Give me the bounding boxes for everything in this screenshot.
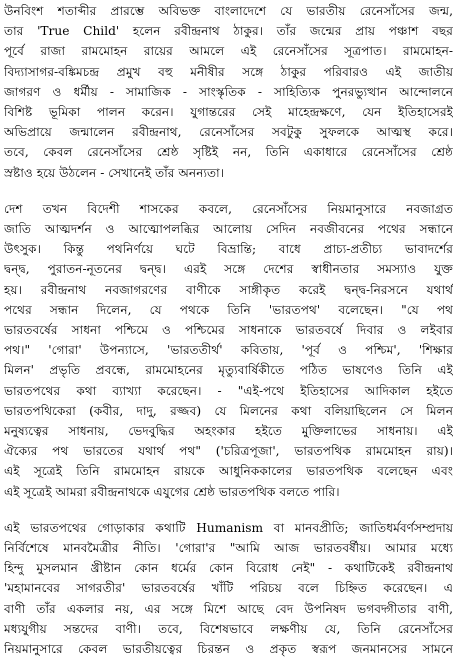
text-line: ভারতপথিকেরা (কবীর, দাদু, রজ্জব) যে মিলনের কথা বলিয়াছিলেন সে মিলন — [4, 403, 453, 418]
text-line: মিলন' প্রভৃতি প্রবন্ধে, রামমোহনের মৃত্যুবার্ষিকীতে পঠিত ভাষণেও তিনি এই — [4, 363, 453, 378]
paragraph-humanism — [4, 518, 453, 659]
text-line: তার 'True Child' হলেন রবীন্দ্রনাথ ঠাকুর। তাঁর জন্মের প্রায় পঞ্চাশ বছর — [4, 24, 453, 39]
text-line: উৎসুক। কিন্তু পথনির্ণয়ে ঘটে বিভ্রান্তি; বাধে প্রাচ্য-প্রতীচ্য ভাবাদর্শের — [4, 242, 453, 257]
text-line: তবে, কেবল রেনেসাঁসের শ্রেষ্ঠ সৃষ্টিই নন, তিনি একাধারে রেনেসাঁসের শ্রেষ্ঠ — [4, 145, 453, 160]
text-line: ভারতপথের কথা ব্যাখ্যা করেছেন। - "এই-পথে ইতিহাসের আদিকাল হইতে — [4, 383, 453, 398]
document-page — [4, 1, 453, 659]
text-line: 'মহামানবের সাগরতীর' ভারতবর্ষের খাঁটি পরিচয় বলে চিহ্নিত করেছেন। এ — [4, 581, 453, 596]
text-line: স্রষ্টাও হয়ে উঠলেন - সেখানেই তাঁর অনন্যতা। — [4, 165, 225, 180]
text-line: অভিপ্রায়ে জন্মালেন রবীন্দ্রনাথ, রেনেসাঁসের সবটুকু সুফলকে আত্মস্থ করে। — [4, 125, 453, 140]
text-line: নির্বিশেষে মানবমৈত্রীর নীতি। 'গোরা'র "আমি আজ ভারতবর্ষীয়। আমার মধ্যে — [4, 541, 453, 556]
text-line: উনবিংশ শতাব্দীর প্রারম্ভে অবিভক্ত বাংলাদেশে যে ভারতীয় রেনেসাঁসের জন্ম, — [4, 4, 453, 18]
text-line: হিন্দু মুসলমান খ্রীষ্টান কোন ধর্মের কোন বিরোধ নেই" - কথাটিকেই রবীন্দ্রনাথ — [4, 561, 453, 576]
text-line: জাগরণ ও ধর্মীয় - সামাজিক - সাংস্কৃতিক - সাহিত্যিক পুনরভ্যুত্থান আন্দোলনে — [4, 84, 453, 99]
text-line: মনুষ্যত্বের সাধনায়, ভেদবুদ্ধির অহংকার হইতে মুক্তিলাভের সাধনায়। এই — [4, 424, 453, 439]
paragraph-gap — [4, 502, 453, 518]
text-line: বিদ্যাসাগর-বঙ্কিমচন্দ্র প্রমুখ বহু মনীষীর সঙ্গে ঠাকুর পরিবারও এই জাতীয় — [4, 64, 453, 79]
text-line: নিয়মানুসারে কেবল ভারতীয়ত্বের চিরন্তন ও প্রকৃত স্বরূপ জনমানসের সামনে — [4, 642, 453, 657]
text-line: হয়। রবীন্দ্রনাথ নবজাগরণের বাণীকে সাঙ্গীকৃত করেই দ্বন্দ্ব-নিরসনে যথার্থ — [4, 282, 453, 297]
text-line: মধ্যযুগীয় সন্তদের বাণী। তবে, বিশেষভাবে লক্ষণীয় যে, তিনি রেনেসাঁসের — [4, 621, 453, 636]
text-line: বাণী তাঁর একলার নয়, এর সঙ্গে মিশে আছে বেদ উপনিষদ ভগবদ্গীতার বাণী, — [4, 601, 453, 616]
paragraph-gap — [4, 183, 453, 199]
text-line: ঐক্যের পথ ভারতের যথার্থ পথ" ('চরিত্রপূজা', ভারতপথিক রামমোহন রায়)। — [4, 444, 453, 459]
text-line: দেশ তখন বিদেশী শাসকের কবলে, রেনেসাঁসের নিয়মানুসারে নবজাগ্রত — [4, 201, 453, 216]
text-line: দ্বন্দ্ব, পুরাতন-নূতনের দ্বন্দ্ব। এরই সঙ্গে দেশের স্বাধীনতার সমস্যাও যুক্ত — [4, 262, 453, 277]
text-line: এই ভারতপথের গোড়াকার কথাটি Humanism বা মানবপ্রীতি; জাতিধর্মবর্ণসম্প্রদায় — [4, 520, 453, 535]
text-line: এই সূত্রেই তিনি রামমোহন রায়কে আধুনিককালের ভারতপথিক বলেছেন এবং — [4, 464, 453, 479]
text-line: বিশিষ্ট ভূমিকা পালন করেন। যুগান্তরের সেই মাহেন্দ্রক্ষণে, যেন ইতিহাসেরই — [4, 105, 453, 120]
text-line: ভারতবর্ষের সাধনা পশ্চিমে ও পশ্চিমের সাধনাকে ভারতবর্ষে দিবার ও লইবার — [4, 323, 453, 338]
text-line: পূর্বে রাজা রামমোহন রায়ের আমলে এই রেনেসাঁসের সূত্রপাত। রামমোহন- — [4, 44, 453, 59]
text-line: পথের সন্ধান দিলেন, যে পথকে তিনি 'ভারতপথ' বলেছেন। "যে পথ — [4, 302, 453, 317]
paragraph-bharatpath — [4, 199, 453, 502]
paragraph-renaissance — [4, 1, 453, 183]
text-line: জাতি আত্মদর্শন ও আত্মোপলব্ধির আলোয় সেদিন নবজীবনের পথের সন্ধানে — [4, 222, 453, 237]
text-line: পথ।" 'গোরা' উপন্যাসে, 'ভারততীর্থ' কবিতায়, 'পূর্ব ও পশ্চিম', 'শিক্ষার — [4, 343, 453, 358]
text-line: এই সূত্রেই আমরা রবীন্দ্রনাথকে এযুগের শ্রেষ্ঠ ভারতপথিক বলতে পারি। — [4, 484, 340, 499]
